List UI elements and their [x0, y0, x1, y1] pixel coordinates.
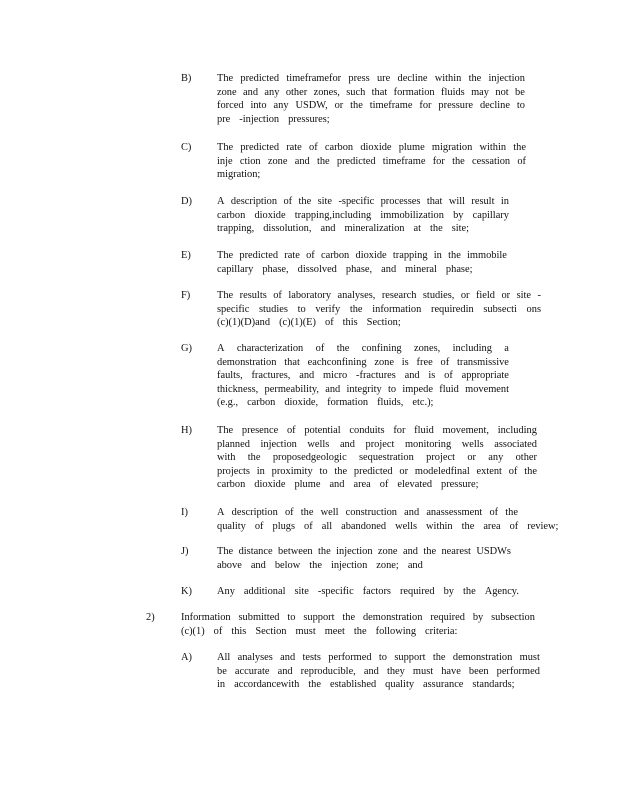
text-line: A description of the well construction and anassessment of the	[217, 507, 518, 518]
list-item-text	[217, 424, 537, 492]
text-line: projects in proximity to the predicted or modeledfinal extent of the	[217, 465, 537, 477]
text-line: zone and any other zones, such that formation fluids may not be	[217, 86, 525, 98]
list-item	[0, 249, 618, 276]
list-item-label: J)	[181, 546, 189, 557]
list-item-text	[217, 506, 559, 533]
text-line: with the proposedgeologic sequestration project or any other	[217, 452, 537, 464]
list-item-label: 2)	[146, 612, 155, 623]
list-item-label: D)	[181, 196, 192, 207]
list-item	[0, 424, 618, 492]
list-item	[0, 651, 618, 692]
text-line: inje ction zone and the predicted timeframe for the cessation of	[217, 155, 526, 167]
text-line: The distance between the injection zone and the nearest USDWs	[217, 546, 511, 557]
list-item-label: B)	[181, 73, 192, 84]
text-line: quality of plugs of all abandoned wells within the area of review;	[217, 520, 559, 532]
list-item	[0, 545, 618, 572]
text-line: trapping, dissolution, and mineralization at the site;	[217, 223, 470, 235]
list-item-text	[217, 342, 509, 410]
text-line: The predicted rate of carbon dioxide trapping in the immobile	[217, 250, 507, 261]
text-line: All analyses and tests performed to support the demonstration must	[217, 652, 540, 663]
list-item-label: G)	[181, 343, 192, 354]
text-line: A characterization of the confining zones, including a	[217, 343, 509, 354]
list-item-text	[217, 249, 507, 276]
list-item-text	[217, 545, 511, 572]
list-item-text	[217, 585, 519, 599]
text-line: (c)(1) of this Section must meet the following criteria:	[181, 625, 458, 637]
list-item-text	[217, 141, 526, 182]
text-line: thickness, permeability, and integrity to impede fluid movement	[217, 383, 509, 395]
text-line: (e.g., carbon dioxide, formation fluids, etc.);	[217, 397, 434, 409]
list-item	[0, 342, 618, 410]
list-item-label: H)	[181, 425, 192, 436]
text-line: in accordancewith the established quality assurance standards;	[217, 679, 515, 691]
text-line: (c)(1)(D)and (c)(1)(E) of this Section;	[217, 317, 401, 329]
list-item-text	[181, 611, 535, 638]
list-item-label: F)	[181, 290, 191, 301]
list-item	[0, 195, 618, 236]
text-line: Information submitted to support the demonstration required by subsection	[181, 612, 535, 623]
text-line: The predicted timeframefor press ure decline within the injection	[217, 73, 525, 84]
text-line: faults, fractures, and micro -fractures and is of appropriate	[217, 370, 509, 382]
text-line: The predicted rate of carbon dioxide plume migration within the	[217, 142, 526, 153]
text-line: forced into any USDW, or the timeframe for pressure decline to	[217, 100, 525, 112]
list-item-label: E)	[181, 250, 191, 261]
text-line: carbon dioxide trapping,including immobilization by capillary	[217, 209, 509, 221]
text-line: The results of laboratory analyses, research studies, or field or site -	[217, 290, 541, 301]
list-item-text	[217, 195, 509, 236]
text-line: specific studies to verify the information requiredin subsecti ons	[217, 303, 541, 315]
text-line: capillary phase, dissolved phase, and mineral phase;	[217, 263, 473, 275]
list-item-label: K)	[181, 586, 192, 597]
text-line: pre -injection pressures;	[217, 113, 330, 125]
list-item-text	[217, 72, 525, 126]
list-item	[0, 72, 618, 126]
text-line: be accurate and reproducible, and they must have been performed	[217, 665, 540, 677]
text-line: migration;	[217, 169, 261, 181]
text-line: above and below the injection zone; and	[217, 559, 423, 571]
text-line: demonstration that eachconfining zone is free of transmissive	[217, 356, 509, 368]
list-item	[0, 506, 618, 533]
text-line: A description of the site -specific processes that will result in	[217, 196, 509, 207]
list-item-label: I)	[181, 507, 188, 518]
list-item	[0, 611, 618, 638]
list-item-label: C)	[181, 142, 192, 153]
text-line: planned injection wells and project monitoring wells associated	[217, 438, 537, 450]
list-item-text	[217, 651, 540, 692]
text-line: Any additional site -specific factors required by the Agency.	[217, 586, 519, 597]
list-item	[0, 141, 618, 182]
text-line: carbon dioxide plume and area of elevated pressure;	[217, 479, 479, 491]
list-item-label: A)	[181, 652, 192, 663]
list-item	[0, 289, 618, 330]
text-line: The presence of potential conduits for fluid movement, including	[217, 425, 537, 436]
list-item-text	[217, 289, 541, 330]
list-item	[0, 585, 618, 599]
